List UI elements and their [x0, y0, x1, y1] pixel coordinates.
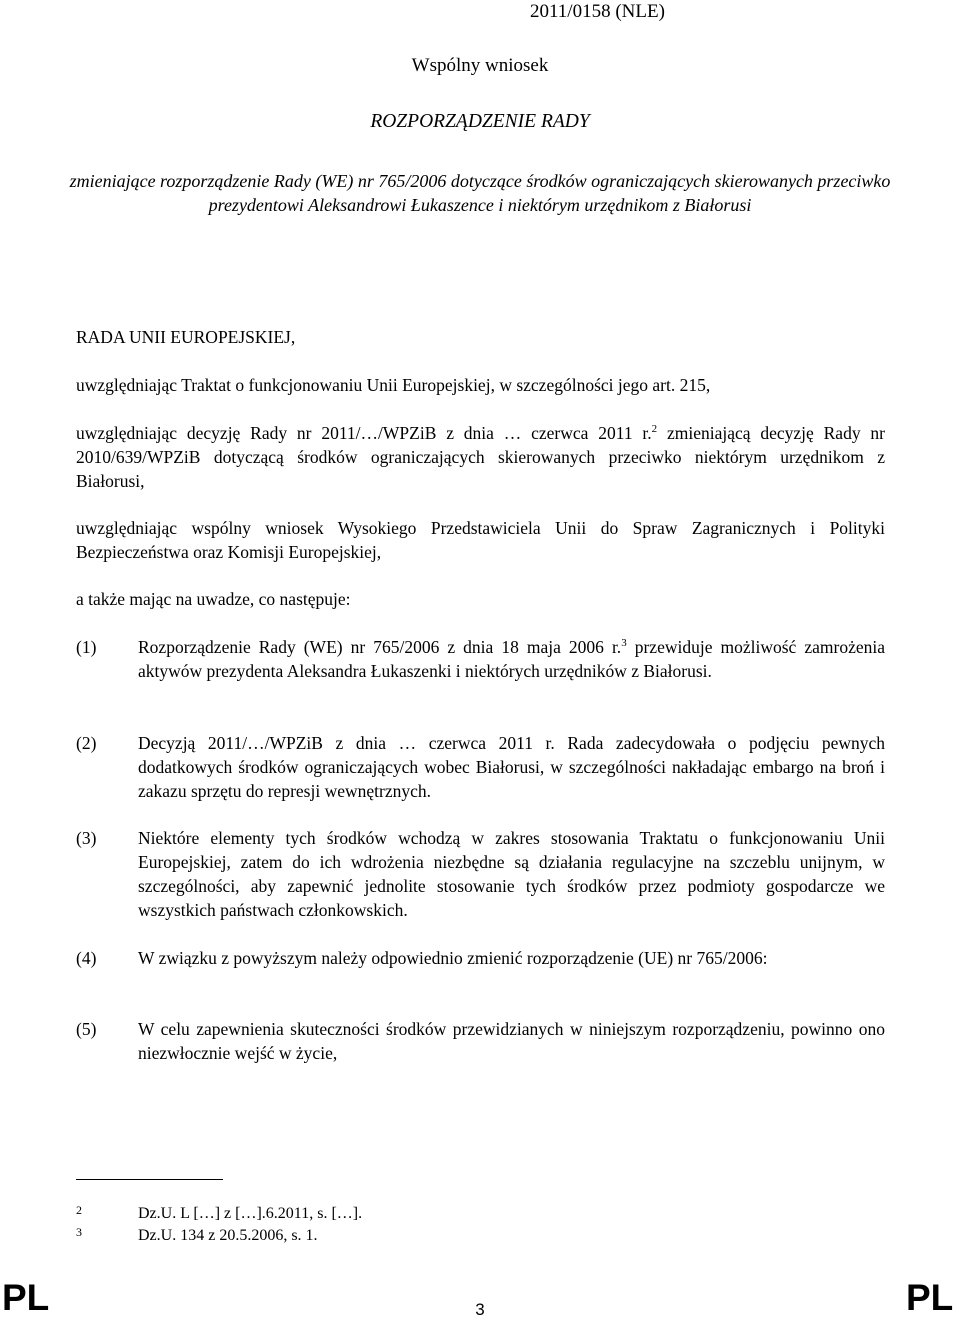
recital-4 — [76, 946, 885, 970]
recital-1-part2: przewiduje możliwość zamrożenia aktywów prezydenta Aleksandra Łukaszenki i niektórych urzędników z Białorusi. — [138, 637, 885, 681]
page-number: 3 — [475, 1300, 485, 1319]
recital-2 — [76, 731, 885, 803]
recital-number: (1) — [76, 637, 97, 657]
recital-text: W celu zapewnienia skuteczności środków przewidzianych w niniejszym rozporządzeniu, powinno ono niezwłocznie wejść w życie, — [138, 1019, 885, 1063]
recital-3 — [76, 826, 885, 922]
citation-joint-proposal — [76, 516, 885, 564]
document-subtitle: zmieniające rozporządzenie Rady (WE) nr 765/2006 dotyczące środków ograniczających skierowanych przeciwko prezydentowi Aleksandrowi Łukaszence i niektórym urzędnikom z Białorusi — [69, 171, 891, 215]
joint-proposal-text: Wspólny wniosek — [411, 55, 549, 76]
recital-text — [138, 635, 885, 683]
joint-proposal-label — [0, 54, 960, 78]
recital-number: (5) — [76, 1019, 97, 1039]
recital-number: (2) — [76, 733, 97, 753]
citation-decision — [76, 421, 885, 493]
recital-text: W związku z powyższym należy odpowiednio zmienić rozporządzenie (UE) nr 765/2006: — [138, 948, 768, 968]
language-code-right: PL — [906, 1277, 954, 1318]
footnote-ref-2[interactable]: 2 — [651, 423, 658, 436]
footnote-mark: 3 — [76, 1225, 82, 1239]
document-reference: 2011/0158 (NLE) — [530, 1, 665, 22]
council-text: RADA UNII EUROPEJSKIEJ, — [76, 327, 296, 347]
language-code-left: PL — [2, 1277, 50, 1318]
recital-text: Niektóre elementy tych środków wchodzą w zakres stosowania Traktatu o funkcjonowaniu Unii Europejskiej, zatem do ich wdrożenia niezbędne są działania regulacyjne na szczeblu unijnym, w szczególności, aby zapewnić jednolite stosowanie tych środków przez podmioty gospodarcze we wszystkich państwach członkowskich. — [138, 828, 885, 920]
footnote-3 — [76, 1226, 896, 1246]
citation-treaty-text: uwzględniając Traktat o funkcjonowaniu Unii Europejskiej, w szczególności jego art. 215, — [76, 375, 711, 395]
whereas-intro-text: a także mając na uwadze, co następuje: — [76, 589, 351, 609]
footnote-ref-3[interactable]: 3 — [621, 637, 627, 650]
document-title: ROZPORZĄDZENIE RADY — [370, 111, 590, 132]
citation-joint-proposal-text: uwzględniając wspólny wniosek Wysokiego Przedstawiciela Unii do Spraw Zagranicznych i Polityki Bezpieczeństwa oraz Komisji Europejskiej, — [76, 518, 885, 562]
recital-number: (4) — [76, 948, 97, 968]
citation-treaty — [76, 373, 885, 397]
council-heading — [76, 325, 885, 349]
recital-text: Decyzją 2011/…/WPZiB z dnia … czerwca 2011 r. Rada zadecydowała o podjęciu pewnych dodatkowych środków ograniczających wobec Białorusi, w szczególności nakładając embargo na broń i zakazu sprzętu do represji wewnętrznych. — [138, 733, 885, 801]
footnote-text: Dz.U. L […] z […].6.2011, s. […]. — [138, 1205, 363, 1222]
whereas-intro — [76, 587, 885, 611]
citation-decision-part2: zmieniającą decyzję Rady nr 2010/639/WPZiB dotyczącą środków ograniczających skierowanych przeciwko niektórym urzędnikom z Białorusi, — [76, 423, 885, 491]
footnote-text: Dz.U. 134 z 20.5.2006, s. 1. — [138, 1227, 318, 1244]
footnote-mark: 2 — [76, 1203, 82, 1217]
citation-decision-text — [76, 421, 885, 493]
recital-1-part1: Rozporządzenie Rady (WE) nr 765/2006 z dnia 18 maja 2006 r. — [138, 637, 622, 657]
recital-1 — [76, 635, 885, 683]
recital-5 — [76, 1017, 885, 1065]
citation-decision-part1: uwzględniając decyzję Rady nr 2011/…/WPZiB z dnia … czerwca 2011 r. — [76, 423, 652, 443]
footnote-2 — [76, 1204, 896, 1224]
recital-number: (3) — [76, 828, 97, 848]
footnote-divider — [76, 1179, 223, 1180]
